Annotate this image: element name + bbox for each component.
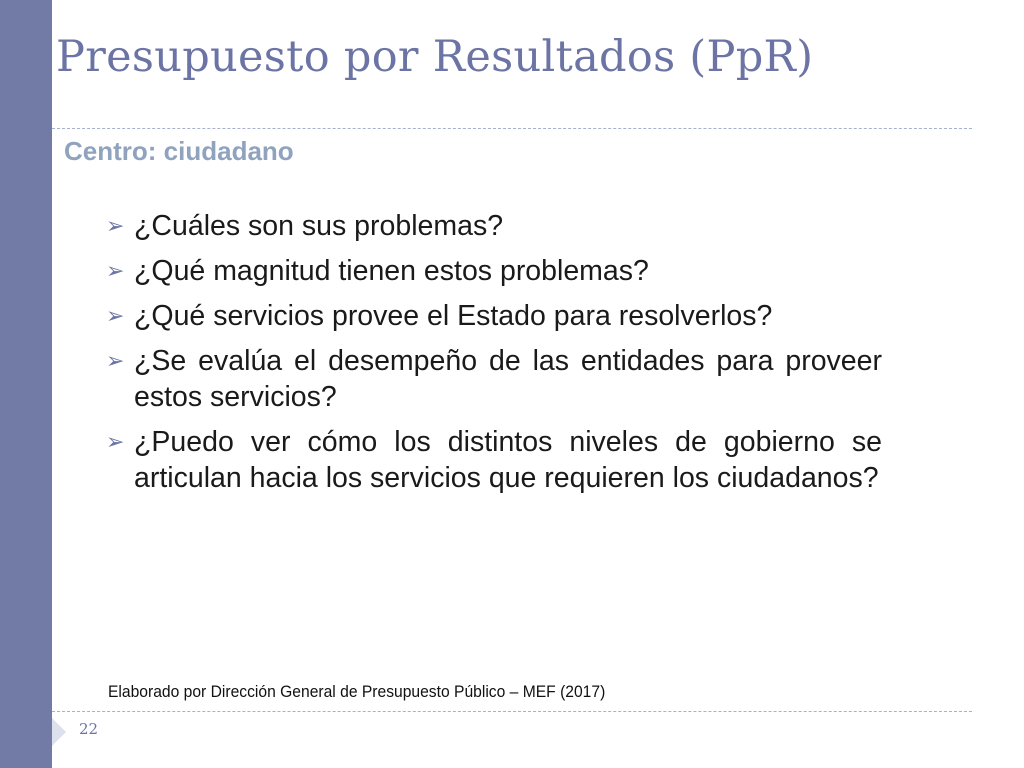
bullet-text: ¿Cuáles son sus problemas? [134, 210, 504, 242]
arrow-bullet-icon: ➢ [106, 258, 125, 283]
bullet-text: ¿Se evalúa el desempeño de las entidades para proveer estos servicios? [134, 345, 882, 413]
corner-triangle-icon [52, 718, 66, 746]
footer-divider [52, 711, 972, 712]
bullet-item [106, 253, 882, 289]
arrow-bullet-icon: ➢ [106, 348, 125, 373]
source-note: Elaborado por Dirección General de Presupuesto Público – MEF (2017) [108, 682, 606, 701]
bullet-text: ¿Qué servicios provee el Estado para resolverlos? [134, 300, 773, 332]
bullet-item [106, 424, 882, 496]
bullet-text: ¿Puedo ver cómo los distintos niveles de gobierno se articulan hacia los servicios que requieren los ciudadanos? [134, 426, 882, 494]
sidebar-bar [0, 0, 52, 768]
page-number: 22 [79, 720, 99, 738]
arrow-bullet-icon: ➢ [106, 213, 125, 238]
bullet-text: ¿Qué magnitud tienen estos problemas? [134, 255, 649, 287]
bullet-item [106, 298, 882, 334]
title-divider [52, 128, 972, 129]
bullet-item [106, 208, 882, 244]
slide-title: Presupuesto por Resultados (PpR) [56, 32, 814, 82]
bullet-list [106, 208, 882, 505]
arrow-bullet-icon: ➢ [106, 429, 125, 454]
arrow-bullet-icon: ➢ [106, 303, 125, 328]
slide-subtitle: Centro: ciudadano [64, 136, 294, 166]
bullet-item [106, 343, 882, 415]
